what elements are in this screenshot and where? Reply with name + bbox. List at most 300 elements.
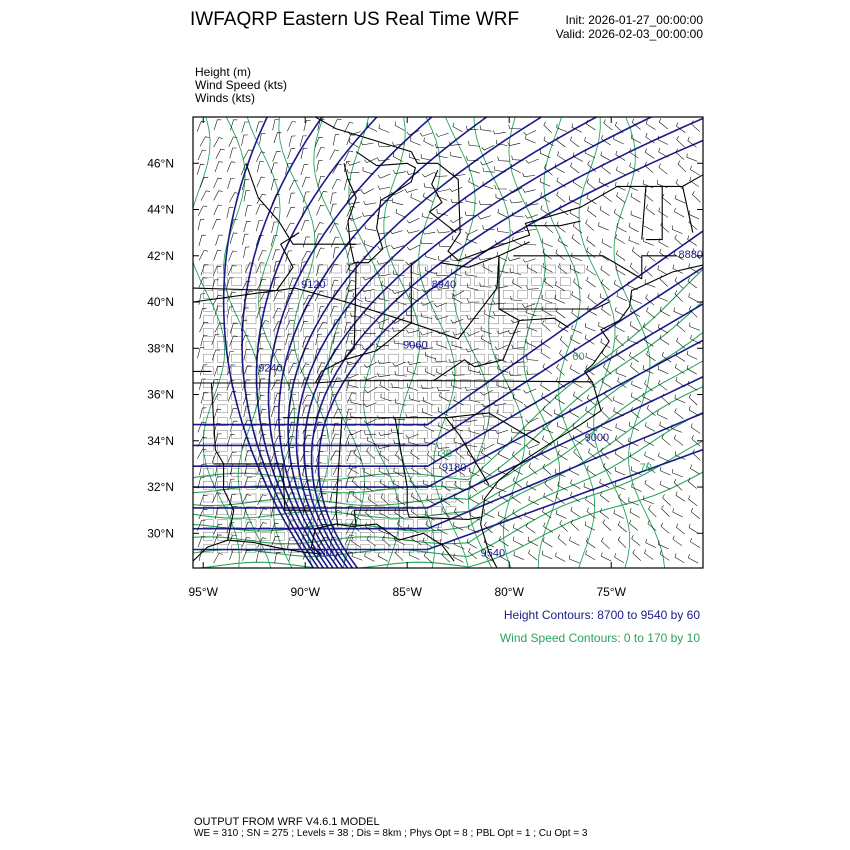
wind-barb: [442, 551, 450, 562]
wind-barb: [302, 395, 311, 405]
wind-barb: [421, 240, 433, 244]
wind-barb: [439, 422, 449, 430]
wind-barb: [244, 349, 250, 360]
wind-barb: [227, 435, 234, 446]
wind-barb: [613, 396, 623, 405]
wind-barb: [199, 379, 206, 390]
wind-barb: [453, 123, 463, 132]
wind-barb: [676, 524, 685, 535]
wind-barb: [367, 448, 375, 459]
wind-barb: [258, 251, 266, 261]
county-cell: [203, 481, 213, 489]
wind-barb: [332, 179, 341, 189]
wind-barb: [407, 218, 420, 223]
county-cell: [203, 341, 213, 349]
wind-barb: [587, 236, 596, 246]
wind-barb: [615, 553, 624, 563]
county-cell: [303, 354, 313, 362]
wind-barb: [689, 524, 698, 534]
wind-barb: [544, 278, 553, 288]
wind-barb: [199, 235, 206, 246]
wind-barb: [649, 506, 657, 517]
wind-barb: [214, 191, 223, 201]
wind-barb: [570, 537, 580, 546]
wind-barb: [381, 394, 392, 402]
wind-barb: [421, 313, 432, 319]
wind-barb: [660, 307, 670, 316]
wind-barb: [647, 308, 656, 319]
wind-barb: [379, 432, 392, 436]
wind-barb: [599, 222, 609, 230]
county-cell: [375, 481, 385, 489]
contour-label: 9060: [403, 339, 428, 352]
wind-barb: [629, 520, 638, 531]
wind-barb: [585, 323, 595, 331]
wind-barb: [691, 508, 700, 519]
wind-barb: [361, 189, 373, 194]
wind-barb: [689, 406, 699, 416]
wind-barb: [482, 444, 495, 449]
wind-barb: [618, 521, 626, 532]
county-cell: [417, 481, 427, 489]
wind-barb: [691, 166, 700, 176]
wind-barb: [452, 341, 463, 348]
wind-barb: [451, 152, 462, 158]
county-cell: [489, 430, 499, 438]
wind-barb: [570, 209, 580, 218]
county-cell: [560, 291, 570, 299]
wind-barb: [424, 138, 434, 147]
county-cell: [360, 443, 370, 451]
wind-barb: [200, 365, 207, 376]
wind-barb: [422, 172, 435, 177]
wind-barb: [214, 553, 223, 563]
county-cell: [203, 278, 213, 286]
wind-barb: [395, 550, 403, 561]
wind-barb: [524, 241, 536, 245]
wind-barb: [659, 118, 668, 129]
wind-barb: [632, 247, 641, 257]
wind-barb: [497, 382, 507, 389]
county-cell: [517, 329, 527, 337]
county-cell: [389, 405, 399, 413]
wind-barb: [629, 223, 639, 232]
county-cell: [203, 303, 213, 311]
wind-barb: [214, 250, 222, 260]
wind-barb: [244, 366, 252, 376]
wind-barb: [456, 449, 464, 460]
wind-barb: [302, 177, 310, 187]
wind-barb: [349, 430, 362, 435]
county-cell: [389, 456, 399, 464]
county-cell: [403, 430, 413, 438]
wind-barb: [481, 326, 492, 334]
wind-barb: [603, 520, 611, 531]
wind-barb: [615, 467, 625, 475]
wind-barb: [244, 477, 252, 487]
wind-barb: [643, 323, 652, 333]
wind-barb: [228, 452, 236, 462]
lon-tick-label: 85°W: [392, 585, 422, 599]
county-cell: [546, 303, 556, 311]
county-cell: [460, 278, 470, 286]
wind-barb: [425, 352, 436, 359]
wind-barb: [440, 392, 450, 401]
wind-barb: [689, 219, 697, 230]
county-cell: [389, 341, 399, 349]
county-cell: [403, 354, 413, 362]
county-cell: [218, 469, 228, 477]
county-cell: [475, 316, 485, 324]
county-cell: [432, 291, 442, 299]
wind-barb: [603, 191, 612, 202]
county-cell: [460, 291, 470, 299]
wind-barb: [434, 303, 447, 307]
wind-barb: [483, 263, 493, 272]
wind-barb: [660, 481, 670, 490]
wind-barb: [411, 193, 421, 202]
wind-barb: [244, 221, 251, 232]
wind-barb: [647, 351, 656, 361]
wind-barb: [542, 295, 552, 303]
wind-barb: [258, 279, 267, 289]
wind-barb: [630, 321, 639, 331]
wind-barb: [439, 243, 451, 247]
wind-barb: [689, 495, 698, 506]
wind-barb: [691, 538, 700, 548]
lat-tick-label: 36°N: [147, 387, 174, 402]
wind-barb: [216, 149, 225, 159]
wind-barb: [662, 435, 671, 446]
wind-barb: [273, 151, 281, 161]
county-cell: [218, 354, 228, 362]
wind-barb: [586, 353, 596, 362]
wind-barb: [396, 209, 406, 218]
county-cell: [489, 329, 499, 337]
wind-barb: [675, 208, 685, 217]
wind-barb: [674, 435, 683, 445]
county-cell: [460, 405, 470, 413]
wind-barb: [497, 227, 509, 232]
wind-barb: [450, 217, 462, 223]
wind-barb: [405, 189, 418, 192]
county-cell: [232, 354, 242, 362]
wind-barb: [244, 190, 250, 201]
wind-barb: [271, 179, 278, 190]
wind-barb: [352, 553, 362, 561]
wind-barb: [256, 205, 264, 215]
wind-barb: [691, 423, 700, 433]
wind-barb: [465, 230, 478, 235]
wind-barb: [273, 308, 282, 318]
wind-barb: [257, 177, 265, 187]
wind-barb: [243, 551, 251, 561]
wind-barb: [201, 265, 209, 275]
wind-barb: [690, 323, 700, 331]
wind-barb: [602, 538, 610, 549]
county-cell: [389, 329, 399, 337]
county-cell: [375, 392, 385, 400]
lat-tick-label: 30°N: [147, 526, 174, 541]
wind-barb: [480, 390, 493, 395]
wind-barb: [395, 122, 405, 131]
county-cell: [275, 303, 285, 311]
lon-tick-label: 95°W: [188, 585, 218, 599]
wind-barb: [330, 204, 336, 215]
wind-barb: [467, 298, 479, 302]
wind-barb: [663, 494, 671, 505]
wind-barb: [659, 208, 668, 218]
variable-winds: Winds (kts): [195, 91, 255, 105]
wind-barb: [287, 207, 295, 217]
wind-barb: [495, 345, 508, 349]
wind-barb: [409, 551, 419, 559]
wind-barb: [317, 161, 323, 172]
wind-barb: [673, 508, 683, 517]
wind-barb: [316, 248, 324, 258]
county-cell: [246, 367, 256, 375]
wind-barb: [600, 251, 609, 261]
wind-barb: [662, 194, 671, 205]
wind-barb: [689, 554, 699, 563]
wind-barb: [364, 240, 374, 248]
wind-barb: [362, 288, 375, 292]
wind-barb: [469, 427, 480, 434]
wind-barb: [380, 450, 389, 460]
wind-barb: [257, 161, 263, 172]
wind-barb: [645, 549, 654, 559]
wind-barb: [676, 195, 686, 203]
lon-tick-label: 75°W: [596, 585, 626, 599]
county-cell: [489, 265, 499, 273]
wind-barb: [601, 266, 610, 276]
wind-barb: [556, 553, 566, 562]
wind-barb: [571, 507, 580, 517]
wind-barb: [616, 250, 625, 260]
wind-barb: [480, 126, 491, 132]
wind-barb: [633, 550, 641, 561]
county-cell: [360, 532, 370, 540]
wind-barb: [465, 211, 477, 215]
wind-barb: [558, 237, 567, 247]
wind-barb: [378, 552, 388, 561]
wind-barb: [569, 555, 579, 563]
wind-barb: [379, 124, 389, 132]
wind-barb: [687, 153, 697, 161]
county-cell: [246, 494, 256, 502]
wind-barb: [436, 272, 448, 276]
wind-barb: [543, 263, 553, 272]
wind-barb: [242, 122, 249, 133]
wind-barb: [406, 311, 418, 316]
wind-barb: [587, 306, 597, 315]
wind-barb: [616, 424, 626, 432]
wind-barb: [543, 537, 552, 547]
county-cell: [475, 278, 485, 286]
lat-tick-label: 42°N: [147, 248, 174, 263]
county-cell: [332, 469, 342, 477]
wind-barb: [365, 387, 377, 393]
wind-barb: [420, 332, 433, 335]
wind-barb: [658, 411, 668, 420]
county-cell: [203, 405, 213, 413]
county-cell: [389, 367, 399, 375]
wind-barb: [523, 173, 535, 177]
wind-barb: [198, 150, 206, 160]
wind-barb: [493, 130, 506, 134]
county-cell: [475, 392, 485, 400]
wind-barb: [618, 537, 626, 548]
wind-barb: [646, 120, 655, 130]
wind-barb: [245, 451, 252, 462]
county-cell: [489, 367, 499, 375]
boundary-line: [499, 309, 519, 321]
boundary-line: [646, 186, 662, 239]
county-cell: [275, 341, 285, 349]
wind-barb: [571, 520, 579, 531]
wind-barb: [227, 278, 234, 289]
wind-barb: [601, 151, 611, 160]
wind-barb: [230, 233, 237, 244]
county-cell: [460, 430, 470, 438]
wind-barb: [331, 237, 339, 247]
wind-barb: [411, 508, 420, 518]
wind-barb: [393, 362, 406, 366]
county-cell: [546, 316, 556, 324]
wind-barb: [454, 554, 464, 563]
plot-title: IWFAQRP Eastern US Real Time WRF: [190, 9, 520, 30]
county-cell: [532, 265, 542, 273]
wind-barb: [498, 511, 508, 520]
wind-barb: [527, 371, 539, 375]
wind-barb: [523, 259, 536, 263]
wind-barb: [495, 430, 508, 433]
wind-barb: [410, 395, 421, 402]
wind-barb: [526, 523, 535, 533]
wind-barb: [632, 381, 642, 389]
wind-barb: [616, 369, 626, 377]
wind-barb: [407, 230, 420, 234]
wind-barb: [289, 136, 296, 147]
wind-barb: [227, 307, 233, 318]
wind-barb: [545, 222, 553, 233]
wind-barb: [587, 277, 596, 287]
wind-barb: [316, 334, 322, 345]
wind-barb: [409, 439, 420, 446]
wind-barb: [216, 235, 223, 246]
county-cell: [360, 265, 370, 273]
county-cell: [346, 469, 356, 477]
wind-barb: [614, 135, 624, 144]
lon-tick-label: 90°W: [290, 585, 320, 599]
county-cell: [389, 392, 399, 400]
wind-barb: [677, 136, 685, 147]
wind-barb: [378, 174, 391, 178]
wind-barb: [541, 381, 550, 391]
county-cell: [218, 405, 228, 413]
contour-label: 8940: [431, 279, 457, 292]
wind-barb: [214, 178, 222, 188]
county-cell: [246, 392, 256, 400]
wind-barb: [571, 163, 580, 173]
contour-label: 9540: [480, 547, 506, 560]
wind-barb: [542, 320, 550, 331]
wind-barb: [675, 408, 684, 419]
county-cell: [503, 291, 513, 299]
wind-barb: [659, 453, 669, 462]
contour-labels: [258, 249, 703, 559]
wind-barb: [645, 149, 654, 159]
wind-barb: [678, 161, 686, 172]
wind-barb: [617, 167, 627, 176]
wind-barb: [632, 295, 642, 303]
wind-barb: [272, 380, 281, 390]
wind-barb: [661, 523, 669, 534]
wind-barb: [495, 185, 507, 189]
wind-barb: [465, 271, 477, 276]
wind-barb: [212, 219, 220, 229]
county-cell: [489, 392, 499, 400]
wind-barb: [508, 257, 521, 260]
county-cell: [517, 291, 527, 299]
wind-barb: [558, 152, 567, 162]
wind-barb: [348, 381, 359, 388]
wind-barb: [647, 251, 656, 262]
county-cell: [218, 392, 228, 400]
wind-barb: [587, 179, 596, 190]
wind-barb: [272, 250, 279, 261]
wind-barb: [230, 549, 238, 559]
lat-tick-label: 46°N: [147, 156, 174, 171]
wind-barb: [198, 219, 204, 230]
wind-barb: [200, 495, 208, 505]
wind-barb: [230, 336, 238, 346]
county-cell: [546, 265, 556, 273]
wind-barb: [693, 191, 701, 202]
lat-tick-label: 40°N: [147, 295, 174, 310]
county-cell: [246, 481, 256, 489]
boundary-line: [424, 533, 455, 561]
wind-barb: [527, 264, 537, 273]
wind-barb: [662, 505, 670, 516]
wind-barb: [351, 398, 362, 404]
county-cell: [246, 532, 256, 540]
valid-time: Valid: 2026-02-03_00:00:00: [555, 27, 703, 41]
county-cell: [203, 354, 213, 362]
wind-barb: [527, 286, 539, 290]
contour-label: 70: [639, 461, 653, 474]
wind-barb: [497, 410, 507, 419]
county-cell: [517, 367, 527, 375]
wind-barb: [676, 492, 685, 502]
county-cell: [560, 278, 570, 286]
county-cell: [475, 418, 485, 426]
wind-barb: [381, 494, 389, 505]
county-cell: [375, 532, 385, 540]
wind-barb: [333, 134, 339, 145]
lat-tick-label: 32°N: [147, 480, 174, 495]
wind-barb: [469, 396, 480, 402]
wind-barb: [602, 378, 611, 388]
wind-barb: [689, 394, 697, 405]
wind-barb: [645, 480, 654, 490]
wind-barb: [587, 266, 596, 276]
wind-barb: [691, 465, 701, 474]
wind-barb: [197, 121, 205, 131]
wind-barb: [601, 407, 609, 418]
county-cell: [375, 367, 385, 375]
wind-barb: [498, 157, 510, 162]
